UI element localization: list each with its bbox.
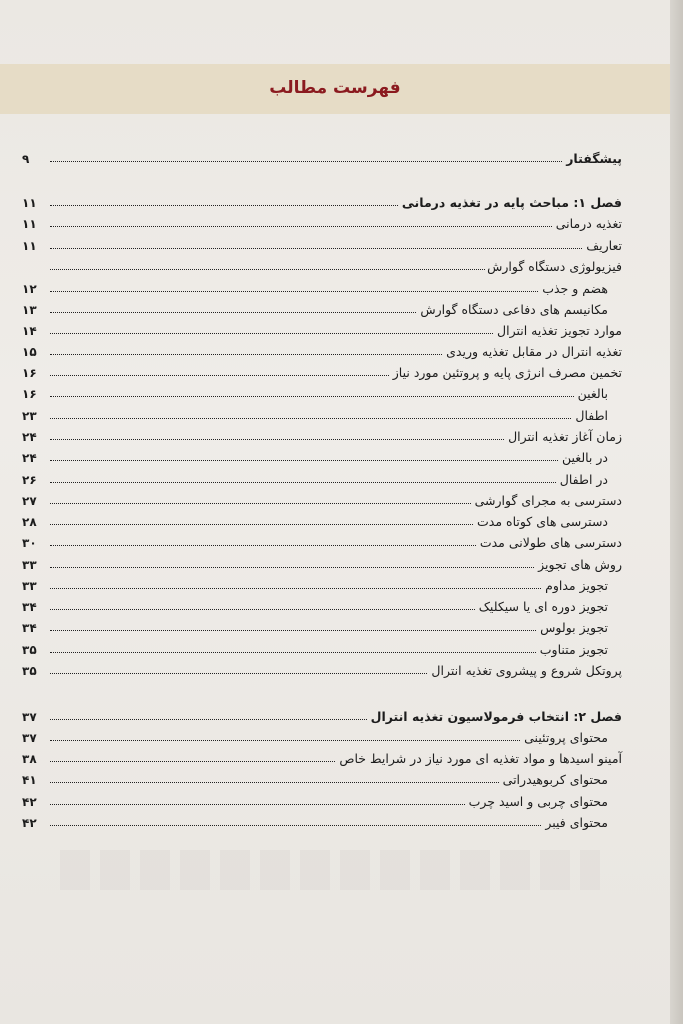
toc-entry-page: ۳۳ xyxy=(22,558,37,572)
dot-leader xyxy=(50,269,485,270)
dot-leader xyxy=(50,761,335,762)
dot-leader xyxy=(50,609,475,610)
toc-entry-page: ۱۶ xyxy=(22,366,37,380)
toc-entry xyxy=(22,725,622,745)
toc-entry-page: ۱۴ xyxy=(22,324,37,338)
toc-entry-page: ۳۵ xyxy=(22,643,37,657)
dot-leader xyxy=(50,630,536,631)
dot-leader xyxy=(50,503,471,504)
toc-entry-label: هضم و جذب xyxy=(542,281,608,296)
toc-entry xyxy=(22,318,622,338)
toc-entry-page: ۱۱ xyxy=(22,217,37,231)
dot-leader xyxy=(50,825,541,826)
toc-entry-label: فیزیولوژی دستگاه گوارش xyxy=(487,259,622,274)
toc-entry-page: ۳۰ xyxy=(22,536,37,550)
dot-leader xyxy=(50,588,541,589)
toc-entry xyxy=(22,789,622,809)
toc-entry-label: تغذیه انترال در مقابل تغذیه وریدی xyxy=(446,344,622,359)
dot-leader xyxy=(50,354,442,355)
toc-entry-page: ۳۳ xyxy=(22,579,37,593)
toc-entry xyxy=(22,573,622,593)
toc-entry-label: فصل ۲: انتخاب فرمولاسیون تغذیه انترال xyxy=(370,709,622,724)
dot-leader xyxy=(50,396,574,397)
toc-entry-page: ۳۴ xyxy=(22,621,37,635)
toc-entry-label: تجویز متناوب xyxy=(539,642,608,657)
toc-entry-label: پروتکل شروع و پیشروی تغذیه انترال xyxy=(431,663,622,678)
toc-entry-label: دسترسی های کوتاه مدت xyxy=(477,514,608,529)
toc-entry xyxy=(22,530,622,550)
toc-entry xyxy=(22,297,622,317)
dot-leader xyxy=(50,673,427,674)
toc-entry-page: ۱۱ xyxy=(22,196,37,210)
toc-entry xyxy=(22,637,622,657)
toc-entry-page: ۳۸ xyxy=(22,752,37,766)
toc-entry-label: زمان آغاز تغذیه انترال xyxy=(508,429,622,444)
toc-entry-label: تجویز بولوس xyxy=(540,620,608,635)
dot-leader xyxy=(50,482,556,483)
dot-leader xyxy=(50,205,398,206)
toc-entry-page: ۹ xyxy=(22,152,30,166)
dot-leader xyxy=(50,460,558,461)
toc-entry-page: ۲۸ xyxy=(22,515,37,529)
toc-entry xyxy=(22,467,622,487)
toc-entry-page: ۲۳ xyxy=(22,409,37,423)
toc-entry-page: ۲۷ xyxy=(22,494,37,508)
toc-entry-page: ۲۴ xyxy=(22,451,37,465)
toc-entry xyxy=(22,424,622,444)
toc-entry xyxy=(22,403,622,423)
toc-entry xyxy=(22,746,622,766)
dot-leader xyxy=(50,291,538,292)
dot-leader xyxy=(50,740,520,741)
toc-entry xyxy=(22,445,622,465)
toc-entry xyxy=(22,767,622,787)
page-title: فهرست مطالب xyxy=(269,78,401,98)
dot-leader xyxy=(50,248,582,249)
toc-entry-label: اطفال xyxy=(575,408,608,423)
toc-entry-page: ۱۱ xyxy=(22,239,37,253)
dot-leader xyxy=(50,567,534,568)
toc-entry-label: محتوای چربی و اسید چرب xyxy=(468,794,608,809)
dot-leader xyxy=(50,719,367,720)
toc-entry xyxy=(22,552,622,572)
toc-entry xyxy=(22,658,622,678)
toc-entry-page: ۱۲ xyxy=(22,282,37,296)
toc-entry-label: در اطفال xyxy=(559,472,608,487)
toc-entry-page: ۱۳ xyxy=(22,303,37,317)
toc-entry xyxy=(22,810,622,830)
toc-entry-label: آمینو اسیدها و مواد تغذیه ای مورد نیاز در شرایط خاص xyxy=(339,751,622,766)
toc-entry-label: تجویز مداوم xyxy=(545,578,608,593)
toc-entry-label: محتوای کربوهیدراتی xyxy=(502,772,608,787)
dot-leader xyxy=(50,375,389,376)
toc-entry-label: در بالغین xyxy=(562,450,608,465)
dot-leader xyxy=(50,804,465,805)
dot-leader xyxy=(50,418,571,419)
toc-entry xyxy=(22,146,622,166)
toc-entry xyxy=(22,233,622,253)
toc-entry xyxy=(22,339,622,359)
dot-leader xyxy=(50,524,473,525)
toc-entry xyxy=(22,704,622,724)
dot-leader xyxy=(50,439,504,440)
toc-entry xyxy=(22,254,622,274)
dot-leader xyxy=(50,333,493,334)
toc-entry-page: ۴۲ xyxy=(22,795,37,809)
toc-entry xyxy=(22,381,622,401)
toc-entry xyxy=(22,488,622,508)
dot-leader xyxy=(50,312,416,313)
toc-entry-page: ۳۵ xyxy=(22,664,37,678)
toc-entry-label: محتوای پروتئینی xyxy=(524,730,608,745)
toc-entry-label: تعاریف xyxy=(586,238,622,253)
toc-entry-page: ۱۶ xyxy=(22,387,37,401)
toc-entry xyxy=(22,211,622,231)
toc-entry-label: پیشگفتار xyxy=(566,151,622,166)
toc-entry-label: تغذیه درمانی xyxy=(555,216,622,231)
dot-leader xyxy=(50,161,562,162)
toc-entry-label: تجویز دوره ای یا سیکلیک xyxy=(478,599,608,614)
toc-entry xyxy=(22,509,622,529)
toc-entry-label: دسترسی به مجرای گوارشی xyxy=(474,493,622,508)
toc-entry-page: ۴۲ xyxy=(22,816,37,830)
dot-leader xyxy=(50,652,536,653)
toc-entry-label: فصل ۱: مباحث پایه در تغذیه درمانی xyxy=(401,195,622,210)
toc-entry-label: تخمین مصرف انرژی پایه و پروتئین مورد نیاز xyxy=(392,365,622,380)
toc-entry-page: ۳۷ xyxy=(22,731,37,745)
toc-entry-label: روش های تجویز xyxy=(538,557,622,572)
dot-leader xyxy=(50,226,552,227)
toc-entry-page: ۳۴ xyxy=(22,600,37,614)
toc-entry-page: ۴۱ xyxy=(22,773,37,787)
toc-entry-label: دسترسی های طولانی مدت xyxy=(479,535,622,550)
book-edge xyxy=(670,0,683,1024)
toc-entry-page: ۲۶ xyxy=(22,473,37,487)
toc-entry-page: ۲۴ xyxy=(22,430,37,444)
toc-entry xyxy=(22,190,622,210)
dot-leader xyxy=(50,782,499,783)
dot-leader xyxy=(50,545,476,546)
toc-entry-page: ۳۷ xyxy=(22,710,37,724)
toc-entry-label: مکانیسم های دفاعی دستگاه گوارش xyxy=(420,302,608,317)
toc-entry xyxy=(22,594,622,614)
toc-entry-label: بالغین xyxy=(577,386,608,401)
toc-entry xyxy=(22,360,622,380)
toc-entry xyxy=(22,276,622,296)
toc-entry xyxy=(22,615,622,635)
toc-entry-label: محتوای فیبر xyxy=(545,815,608,830)
toc-entry-label: موارد تجویز تغذیه انترال xyxy=(497,323,622,338)
toc-entry-page: ۱۵ xyxy=(22,345,37,359)
